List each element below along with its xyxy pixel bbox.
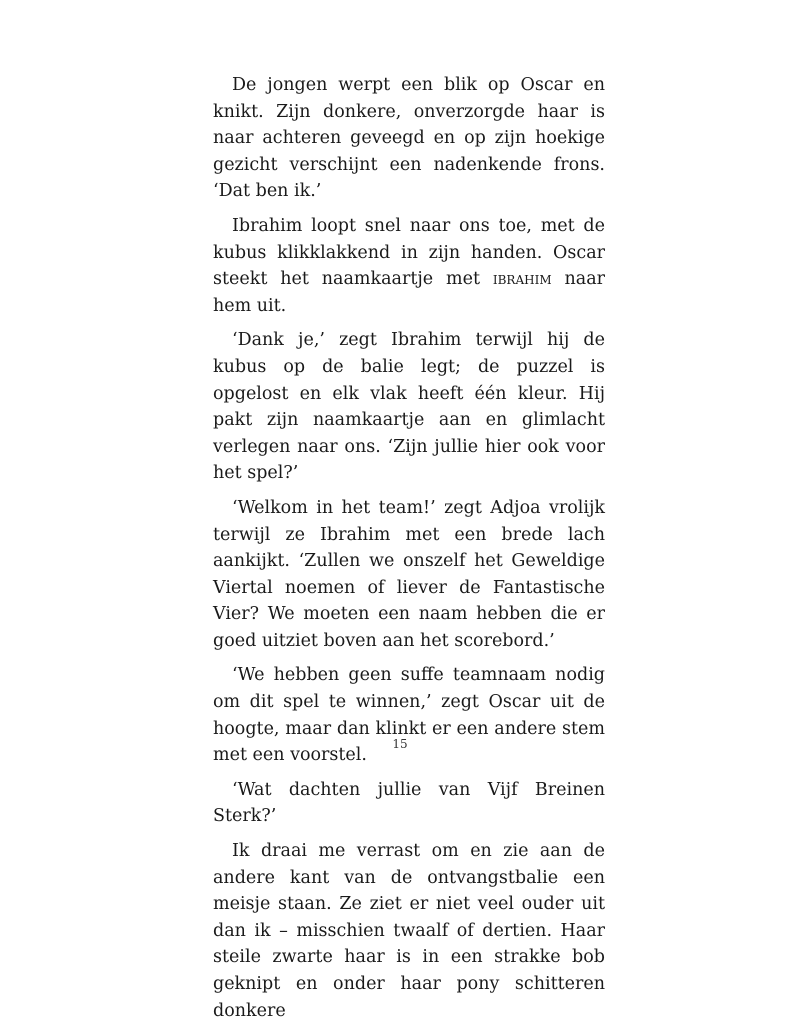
paragraph-text: Ibrahim loopt snel naar ons toe, met de kubus klikklakkend in zijn handen. Oscar steekt het naamkaartje met (213, 215, 605, 290)
paragraph-text: naar hem uit. (213, 269, 605, 316)
paragraph: Ik draai me verrast om en zie aan de andere kant van de ontvangstbalie een meisje staan. Ze ziet er niet veel ouder uit dan ik – misschien twaalf of dertien. Haar steile zwarte haar is in een strakke bob geknipt en onder haar pony schitteren donkere (213, 841, 605, 1021)
paragraph: ‘We hebben geen suffe teamnaam nodig om dit spel te winnen,’ zegt Oscar uit de hoogte, maar dan klinkt er een andere stem met een voorstel. (213, 665, 605, 766)
paragraph (213, 213, 605, 319)
paragraph: ‘Dank je,’ zegt Ibrahim terwijl hij de kubus op de balie legt; de puzzel is opgelost en elk vlak heeft één kleur. Hij pakt zijn naamkaartje aan en glimlacht verlegen naar ons. ‘Zijn jullie hier ook voor het spel?’ (213, 330, 605, 484)
paragraph: ‘Welkom in het team!’ zegt Adjoa vrolijk terwijl ze Ibrahim met een brede lach aankijkt. ‘Zullen we onszelf het Geweldige Viertal noemen of liever de Fantastische Vier? We moeten een naam hebben die er goed uitziet boven aan het scorebord.’ (213, 497, 605, 651)
name-card-text: ibrahim (492, 269, 552, 290)
paragraph: ‘Wat dachten jullie van Vijf Breinen Sterk?’ (213, 779, 605, 827)
paragraph: De jongen werpt een blik op Oscar en knikt. Zijn donkere, onverzorgde haar is naar achteren geveegd en op zijn hoekige gezicht verschijnt een nadenkende frons. ‘Dat ben ik.’ (213, 75, 605, 202)
page-number: 15 (392, 737, 408, 751)
body-text (213, 72, 605, 1032)
